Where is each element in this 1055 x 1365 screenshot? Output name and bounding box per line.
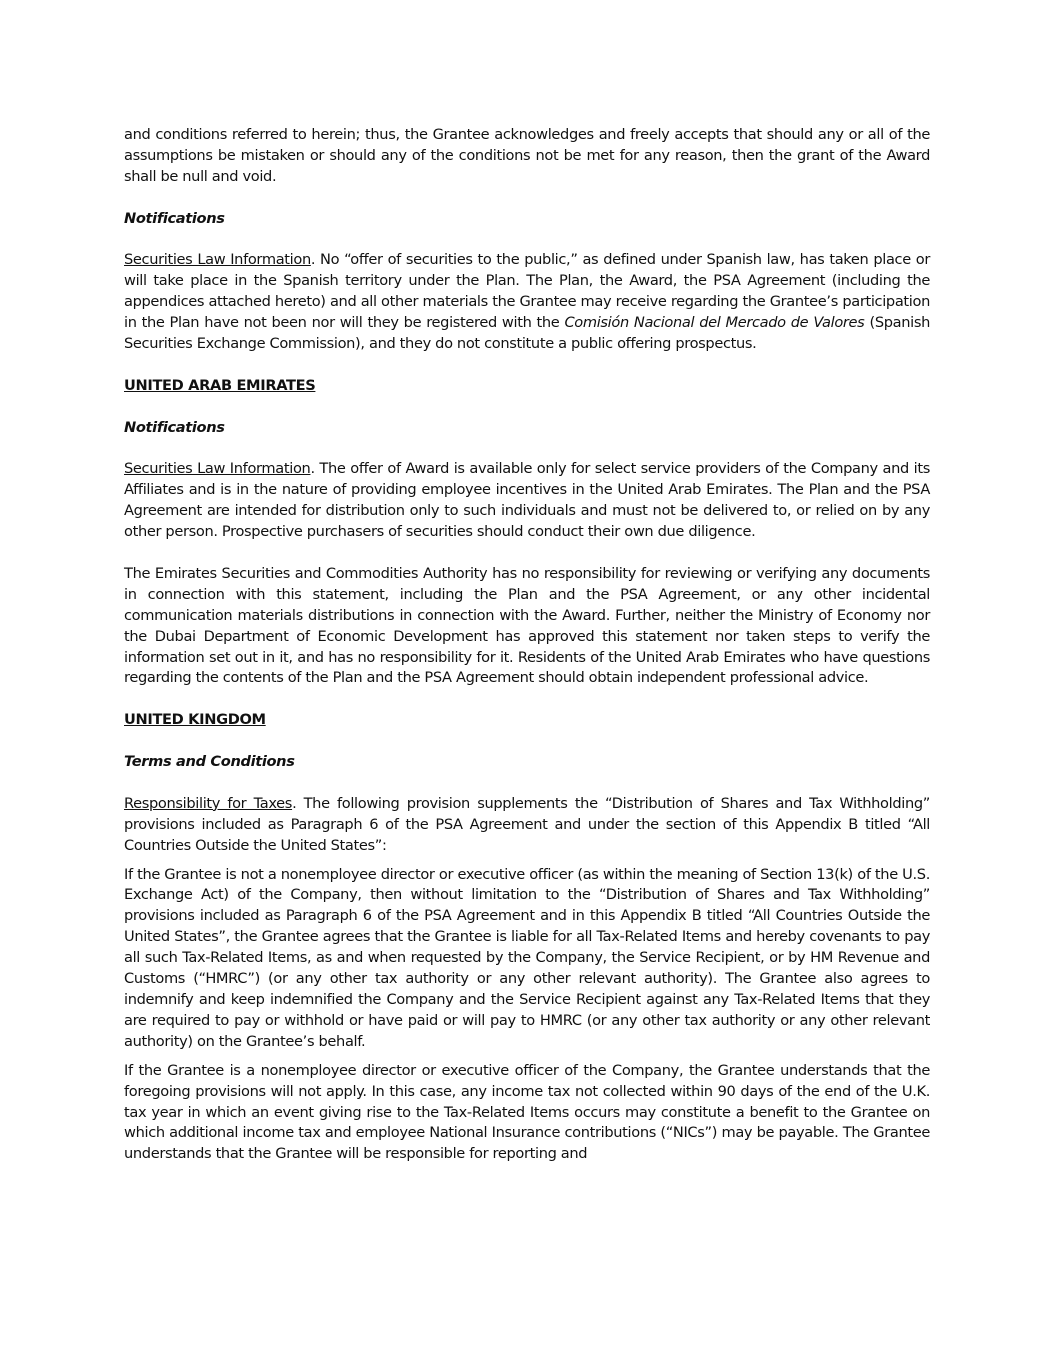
uae-securities-title: Securities Law Information [124, 460, 311, 478]
uk-director-paragraph: If the Grantee is a nonemployee director or executive officer of the Company, the Grantee understands that the foregoing provisions will not apply. In this case, any income tax not collected within 90 days of the end of the U.K. tax year in which an event giving rise to the Tax-Related Items occurs may constitute a benefit to the Grantee on which additional income tax and employee National Insurance contributions (“NICs”) may be payable. The Grantee understands that the Grantee will be responsible for reporting and [124, 1061, 930, 1163]
spain-securities-title: Securities Law Information [124, 251, 311, 269]
cnmv-name: Comisión Nacional del Mercado de Valores [564, 314, 865, 332]
uk-terms-heading: Terms and Conditions [124, 753, 295, 771]
spain-securities-text: . No “offer of securities to the public,” as defined under Spanish law, has taken place or will take place in the Spanish territory under the Plan. The Plan, the Award, the PSA Agreement (including the appendices attached hereto) and all other materials the Grantee may receive regarding the Grantee’s participation in the Plan have not been nor will they be registered with the [124, 251, 930, 332]
uk-heading: UNITED KINGDOM [124, 711, 266, 729]
uk-responsibility-title: Responsibility for Taxes [124, 794, 293, 812]
uk-employee-paragraph: If the Grantee is not a nonemployee director or executive officer (as within the meaning of Section 13(k) of the U.S. Exchange Act) of the Company, then without limitation to the “Distribution of Shares and Tax Withholding” provisions included as Paragraph 6 of the PSA Agreement and in this Appendix B titled “All Countries Outside the United States”, the Grantee agrees that the Grantee is liable for all Tax-Related Items and hereby covenants to pay all such Tax-Related Items, as and when requested by the Company, the Service Recipient, or by HM Revenue and Customs (“HMRC”) (or any other tax authority or any other relevant authority). The Grantee also agrees to indemnify and keep indemnified the Company and the Service Recipient against any Tax-Related Items that they are required to pay or withhold or have paid or will pay to HMRC (or any other tax authority or any other relevant authority) on the Grantee’s behalf. [124, 865, 930, 1050]
uk-responsibility-text: . The following provision supplements the “Distribution of Shares and Tax Withholding” provisions included as Paragraph 6 of the PSA Agreement and under the section of this Appendix B titled “All Countries Outside the United States”: [124, 794, 930, 854]
uae-notifications-heading: Notifications [124, 418, 225, 436]
uk-responsibility-paragraph [124, 794, 930, 857]
uae-heading: UNITED ARAB EMIRATES [124, 376, 316, 394]
spain-securities-paragraph [124, 250, 930, 355]
paragraph-continuation: and conditions referred to herein; thus, the Grantee acknowledges and freely accepts that should any or all of the assumptions be mistaken or should any of the conditions not be met for any reason, then the grant of the Award shall be null and void. [124, 126, 930, 185]
uae-authority-paragraph: The Emirates Securities and Commodities Authority has no responsibility for reviewing or verifying any documents in connection with this statement, including the Plan and the PSA Agreement, or any other incidental communication materials distributions in connection with the Award. Further, neither the Ministry of Economy nor the Dubai Department of Economic Development has approved this statement nor taken steps to verify the information set out in it, and has no responsibility for it. Residents of the United Arab Emirates who have questions regarding the contents of the Plan and the PSA Agreement should obtain independent professional advice. [124, 564, 930, 687]
spain-securities-text-2: (Spanish Securities Exchange Commission), and they do not constitute a public offering prospectus. [124, 314, 930, 353]
uae-securities-text: . The offer of Award is available only for select service providers of the Company and its Affiliates and is in the nature of providing employee incentives in the United Arab Emirates. The Plan and the PSA Agreement are intended for distribution only to such individuals and must not be delivered to, or relied on by any other person. Prospective purchasers of securities should conduct their own due diligence. [124, 460, 930, 541]
document-page [124, 125, 930, 1173]
uae-securities-paragraph [124, 459, 930, 543]
spain-notifications-heading: Notifications [124, 209, 225, 227]
